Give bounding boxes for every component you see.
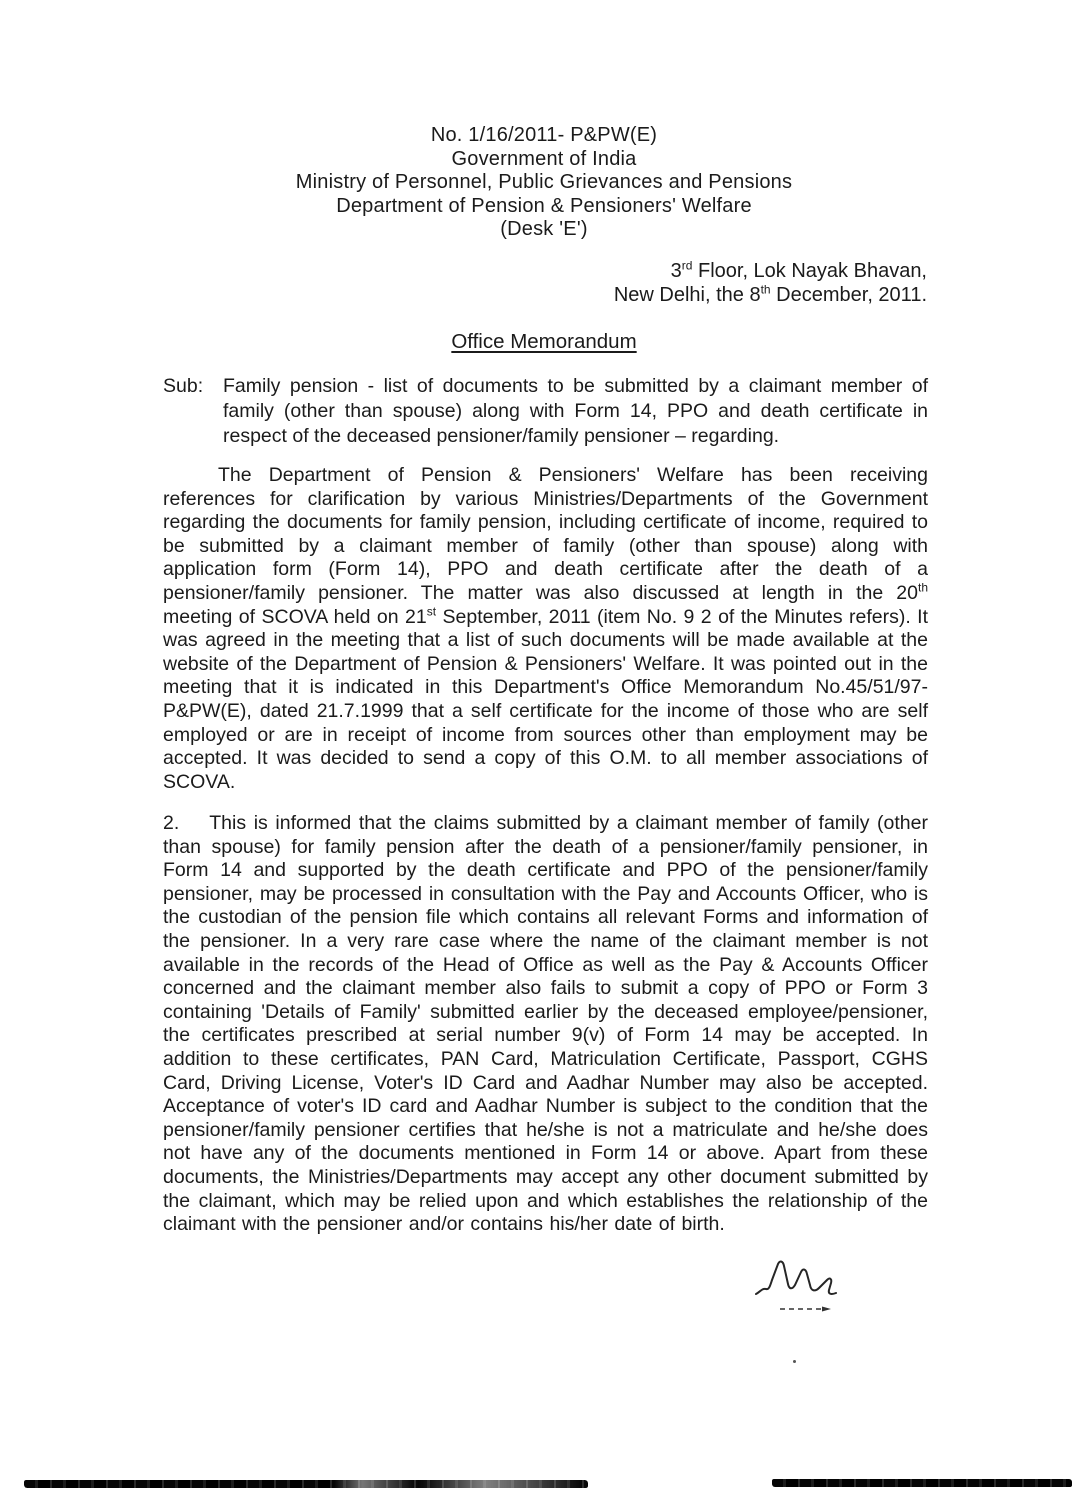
subject-label: Sub: bbox=[163, 375, 204, 397]
signature-scribble-icon bbox=[752, 1252, 872, 1322]
subject-text: Family pension - list of documents to be submitted by a claimant member of family (other than spouse) along with Form 14, PPO and death certificate in respect of the deceased pensioner/family pensioner – regarding. bbox=[223, 375, 928, 447]
paragraph-2-text: This is informed that the claims submitted by a claimant member of family (other than spouse) for family pension after the death of a pensioner/family pensioner, in Form 14 and supported by the death certificate and PPO of the pensioner/family pensioner, may be processed in consultation with the Pay and Accounts Officer, who is the custodian of the pension file which contains all relevant Forms and information of the pensioner. In a very rare case where the name of the claimant member is not available in the records of the Head of Office as well as the Pay & Accounts Officer concerned and the claimant member also fails to submit a copy of PPO or Form 3 containing 'Details of Family' submitted earlier by the deceased employee/pensioner, the certificates prescribed at serial number 9(v) of Form 14 may be accepted. In addition to these certificates, PAN Card, Matriculation Certificate, Passport, CGHS Card, Driving License, Voter's ID Card and Aadhar Number may also be accepted. Acceptance of voter's ID card and Aadhar Number is subject to the condition that the pensioner/family pensioner certifies that he/she is not a matriculate and he/she does not have any of the documents mentioned in Form 14 or above. Apart from these documents, the Ministries/Departments may accept any other document submitted by the claimant, which may be relied upon and which establishes the relationship of the claimant with the pensioner and/or contains his/her date of birth. bbox=[163, 812, 928, 1236]
document-title-text: Office Memorandum bbox=[451, 330, 637, 353]
ordinal-superscript: th bbox=[917, 580, 928, 595]
scan-speck bbox=[793, 1360, 796, 1363]
address-line-text: 3 bbox=[670, 260, 682, 282]
date-line-text: December, 2011. bbox=[770, 284, 927, 306]
paragraph-2 bbox=[163, 812, 928, 1237]
date-line bbox=[614, 283, 927, 307]
subject-block bbox=[163, 374, 928, 449]
paragraph-1-text: September, 2011 (item No. 9 2 of the Minutes refers). It was agreed in the meeting that a list of such documents will be made available at the website of the Department of Pension & Pensioners' Welfare. It was pointed out in the meeting that it is indicated in this Department's Office Memorandum No.45/51/97-P&PW(E), dated 21.7.1999 that a self certificate for the income of those who are self employed or are in receipt of income from sources other than employment may be accepted. It was decided to send a copy of this O.M. to all member associations of SCOVA. bbox=[163, 605, 929, 793]
ordinal-superscript: rd bbox=[681, 258, 693, 273]
paragraph-1-text: The Department of Pension & Pensioners' Welfare has been receiving references for clarification by various Ministries/Departments of the Government regarding the documents for family pension, including certificate of income, required to be submitted by a claimant member of family (other than spouse) along with application form (Form 14), PPO and death certificate after the death of a pensioner/family pensioner. The matter was also discussed at length in the 20 bbox=[163, 464, 928, 604]
paragraph-1 bbox=[163, 464, 928, 794]
paragraph-2-number: 2. bbox=[163, 812, 180, 834]
signature bbox=[752, 1252, 872, 1322]
document-title bbox=[0, 330, 1088, 354]
scan-edge-artifact-left bbox=[24, 1480, 588, 1488]
ministry-line: Ministry of Personnel, Public Grievances and Pensions bbox=[295, 171, 793, 193]
desk-line: (Desk 'E') bbox=[500, 218, 588, 240]
letterhead bbox=[0, 124, 1088, 242]
address-line-text: Floor, Lok Nayak Bhavan, bbox=[692, 260, 927, 282]
government-line: Government of India bbox=[451, 147, 637, 170]
address-line bbox=[614, 259, 927, 283]
ordinal-superscript: th bbox=[760, 282, 771, 297]
date-line-text: New Delhi, the 8 bbox=[613, 284, 761, 306]
dateline bbox=[614, 259, 927, 307]
file-number-line: No. 1/16/2011- P&PW(E) bbox=[430, 124, 658, 146]
paragraph-1-text: meeting of SCOVA held on 21 bbox=[163, 605, 427, 628]
ordinal-superscript: st bbox=[426, 604, 437, 619]
department-line: Department of Pension & Pensioners' Welfare bbox=[336, 194, 752, 217]
scan-edge-artifact-right bbox=[772, 1479, 1072, 1487]
